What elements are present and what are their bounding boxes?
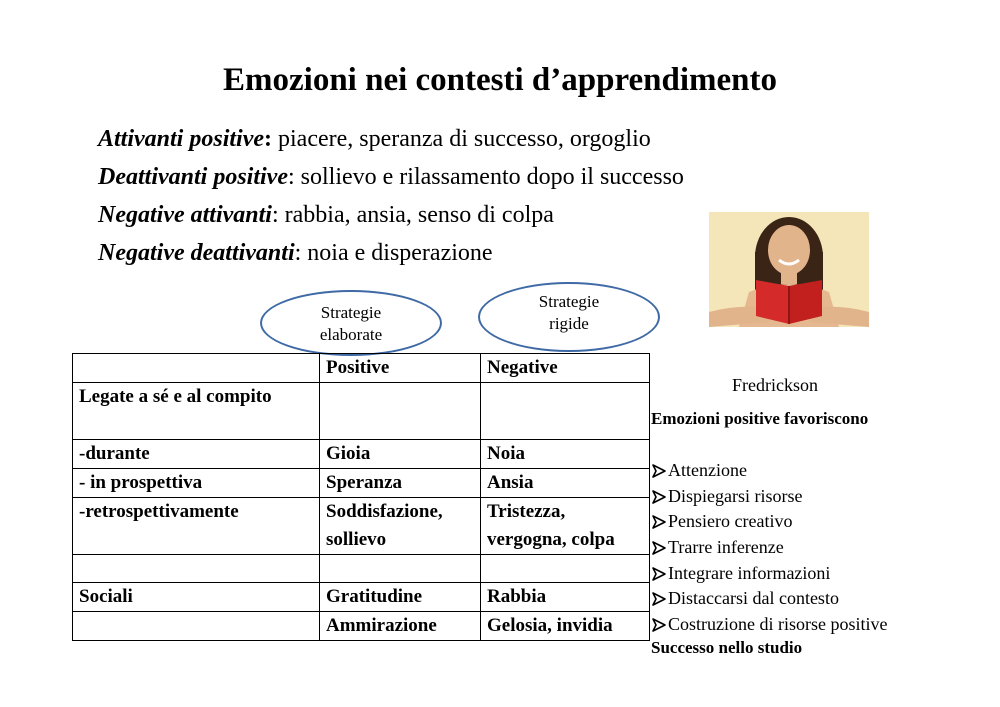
table-row xyxy=(73,469,650,498)
table-cell: Tristezza, vergogna, colpa xyxy=(481,498,650,555)
emotion-categories xyxy=(98,120,684,272)
list-item: Pensiero creativo xyxy=(651,509,887,535)
category-line: Attivanti positive: piacere, speranza di successo, orgoglio xyxy=(98,126,651,152)
strategie-elaborate-ellipse: Strategie elaborate xyxy=(260,290,442,356)
table-cell xyxy=(73,555,320,583)
table-header-row xyxy=(73,354,650,383)
table-cell xyxy=(73,354,320,383)
table-cell xyxy=(320,555,481,583)
strategie-rigide-ellipse: Strategie rigide xyxy=(478,282,660,352)
girl-reading-book-photo xyxy=(709,212,869,327)
table-cell: Ammirazione xyxy=(320,612,481,641)
table-cell xyxy=(481,383,650,440)
table-cell xyxy=(320,383,481,440)
table-cell: Speranza xyxy=(320,469,481,498)
table-cell: Rabbia xyxy=(481,583,650,612)
page-title: Emozioni nei contesti d’apprendimento xyxy=(223,62,777,98)
benefits-list xyxy=(651,458,887,638)
arrow-bullet-icon xyxy=(651,540,667,556)
table-cell: Gratitudine xyxy=(320,583,481,612)
list-item: Attenzione xyxy=(651,458,887,484)
table-row xyxy=(73,612,650,641)
table-cell: -durante xyxy=(73,440,320,469)
table-cell: -retrospettivamente xyxy=(73,498,320,555)
table-cell: Soddisfazione, sollievo xyxy=(320,498,481,555)
table-row xyxy=(73,583,650,612)
table-cell: Sociali xyxy=(73,583,320,612)
arrow-bullet-icon xyxy=(651,463,667,479)
table-cell: - in prospettiva xyxy=(73,469,320,498)
list-item: Dispiegarsi risorse xyxy=(651,484,887,510)
arrow-bullet-icon xyxy=(651,591,667,607)
side-subheading: Emozioni positive favoriscono xyxy=(651,409,869,428)
table-cell: Positive xyxy=(320,354,481,383)
table-cell: Legate a sé e al compito xyxy=(73,383,320,440)
category-line: Negative deattivanti: noia e disperazione xyxy=(98,240,493,266)
arrow-bullet-icon xyxy=(651,566,667,582)
table-row xyxy=(73,555,650,583)
table-cell: Gelosia, invidia xyxy=(481,612,650,641)
table-cell: Negative xyxy=(481,354,650,383)
list-item: Distaccarsi dal contesto xyxy=(651,586,887,612)
list-item: Integrare informazioni xyxy=(651,561,887,587)
table-cell: Ansia xyxy=(481,469,650,498)
table-cell xyxy=(481,555,650,583)
category-line: Deattivanti positive: sollievo e rilassamento dopo il successo xyxy=(98,164,684,190)
emotions-table xyxy=(72,353,650,641)
table-cell: Gioia xyxy=(320,440,481,469)
list-item: Costruzione di risorse positive xyxy=(651,612,887,638)
table-cell xyxy=(73,612,320,641)
table-cell: Noia xyxy=(481,440,650,469)
arrow-bullet-icon xyxy=(651,489,667,505)
table-row xyxy=(73,498,650,555)
table-row xyxy=(73,383,650,440)
table-row xyxy=(73,440,650,469)
side-footer: Successo nello studio xyxy=(651,638,803,657)
author-name: Fredrickson xyxy=(732,375,818,395)
category-line: Negative attivanti: rabbia, ansia, senso di colpa xyxy=(98,202,554,228)
arrow-bullet-icon xyxy=(651,617,667,633)
list-item: Trarre inferenze xyxy=(651,535,887,561)
arrow-bullet-icon xyxy=(651,514,667,530)
